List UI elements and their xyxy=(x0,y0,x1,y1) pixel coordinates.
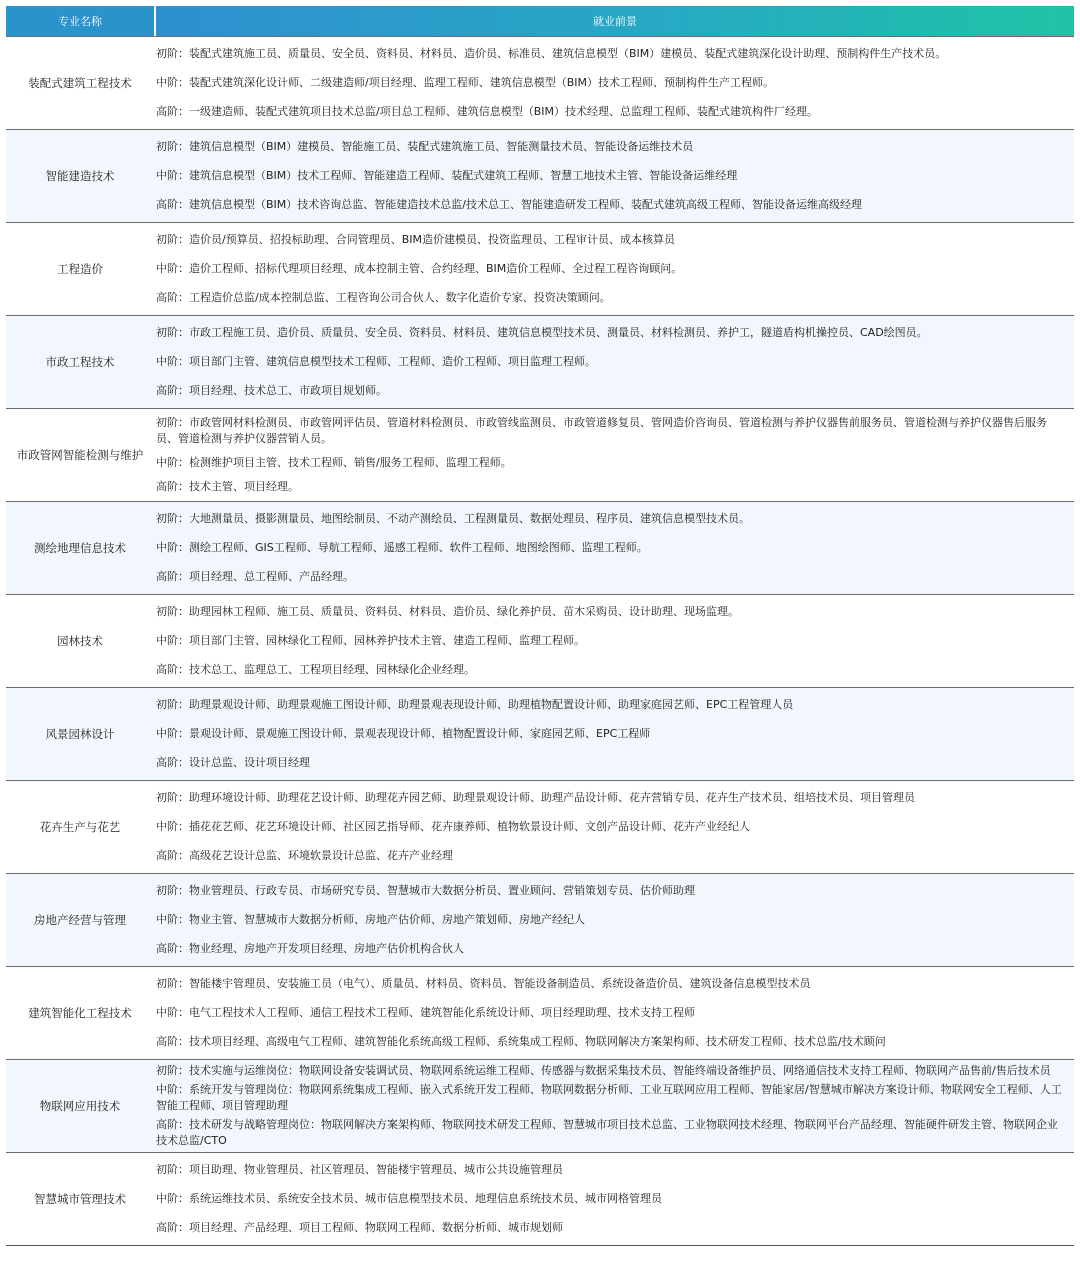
career-level-senior: 高阶：项目经理、技术总工、市政项目规划师。 xyxy=(156,384,387,398)
career-levels xyxy=(154,967,1074,1059)
career-level-mid: 中阶：景观设计师、景观施工图设计师、景观表现设计师、植物配置设计师、家庭园艺师、EPC工程师 xyxy=(156,726,651,740)
career-level-junior: 初阶：助理景观设计师、助理景观施工图设计师、助理景观表现设计师、助理植物配置设计师、助理家庭园艺师、EPC工程管理人员 xyxy=(156,697,794,711)
header-major: 专业名称 xyxy=(6,6,154,36)
major-name: 市政工程技术 xyxy=(45,355,115,369)
career-level-junior: 初阶：智能楼宇管理员、安装施工员（电气）、质量员、材料员、资料员、智能设备制造员、系统设备造价员、建筑设备信息模型技术员 xyxy=(156,976,811,990)
table-row xyxy=(6,966,1074,1059)
major-name: 建筑智能化工程技术 xyxy=(28,1006,132,1020)
table-row xyxy=(6,501,1074,594)
career-level-junior: 初阶：物业管理员、行政专员、市场研究专员、智慧城市大数据分析员、置业顾问、营销策划专员、估价师助理 xyxy=(156,883,695,897)
career-level-mid: 中阶：插花花艺师、花艺环境设计师、社区园艺指导师、花卉康养师、植物软景设计师、文创产品设计师、花卉产业经纪人 xyxy=(156,819,750,833)
career-level-junior: 初阶：助理园林工程师、施工员、质量员、资料员、材料员、造价员、绿化养护员、苗木采购员、设计助理、现场监理。 xyxy=(156,604,739,618)
career-levels xyxy=(154,1060,1074,1152)
career-levels xyxy=(154,1153,1074,1245)
career-level-mid: 中阶：建筑信息模型（BIM）技术工程师、智能建造工程师、装配式建筑工程师、智慧工地技术主管、智能设备运维经理 xyxy=(156,168,738,182)
career-level-senior: 高阶：一级建造师、装配式建筑项目技术总监/项目总工程师、建筑信息模型（BIM）技术经理、总监理工程师、装配式建筑构件厂经理。 xyxy=(156,105,818,119)
major-name: 市政管网智能检测与维护 xyxy=(16,448,144,462)
table-row xyxy=(6,687,1074,780)
career-level-junior: 初阶：项目助理、物业管理员、社区管理员、智能楼宇管理员、城市公共设施管理员 xyxy=(156,1162,563,1176)
career-levels xyxy=(154,502,1074,594)
career-level-senior: 高阶：设计总监、设计项目经理 xyxy=(156,756,310,770)
career-level-junior: 初阶：大地测量员、摄影测量员、地图绘制员、不动产测绘员、工程测量员、数据处理员、程序员、建筑信息模型技术员。 xyxy=(156,511,750,525)
table-row xyxy=(6,408,1074,501)
table-row xyxy=(6,36,1074,129)
table-header xyxy=(6,6,1074,36)
career-levels xyxy=(154,781,1074,873)
career-level-senior: 高阶：技术项目经理、高级电气工程师、建筑智能化系统高级工程师、系统集成工程师、物联网解决方案架构师、技术研发工程师、技术总监/技术顾问 xyxy=(156,1035,886,1049)
major-name: 智能建造技术 xyxy=(45,169,115,183)
career-table xyxy=(6,6,1074,1246)
career-level-senior: 高阶：高级花艺设计总监、环境软景设计总监、花卉产业经理 xyxy=(156,849,453,863)
table-row xyxy=(6,129,1074,222)
major-name: 房地产经营与管理 xyxy=(34,913,126,927)
major-name: 智慧城市管理技术 xyxy=(34,1192,126,1206)
career-levels xyxy=(154,409,1074,501)
career-level-mid: 中阶：物业主管、智慧城市大数据分析师、房地产估价师、房地产策划师、房地产经纪人 xyxy=(156,912,585,926)
table-row xyxy=(6,315,1074,408)
table-row xyxy=(6,594,1074,687)
career-levels xyxy=(154,316,1074,408)
major-name: 花卉生产与花艺 xyxy=(39,820,121,834)
career-levels xyxy=(154,223,1074,315)
career-level-senior: 高阶：技术主管、项目经理。 xyxy=(156,480,299,493)
major-name: 测绘地理信息技术 xyxy=(34,541,126,555)
table-row xyxy=(6,222,1074,315)
career-level-junior: 初阶：建筑信息模型（BIM）建模员、智能施工员、装配式建筑施工员、智能测量技术员、智能设备运维技术员 xyxy=(156,139,694,153)
major-name: 风景园林设计 xyxy=(45,727,115,741)
career-level-senior: 高阶：项目经理、产品经理、项目工程师、物联网工程师、数据分析师、城市规划师 xyxy=(156,1221,563,1235)
career-levels xyxy=(154,595,1074,687)
career-level-senior: 高阶：工程造价总监/成本控制总监、工程咨询公司合伙人、数字化造价专家、投资决策顾问。 xyxy=(156,291,611,305)
table-body xyxy=(6,36,1074,1246)
header-career: 就业前景 xyxy=(156,6,1074,36)
career-level-mid: 中阶：电气工程技术人工程师、通信工程技术工程师、建筑智能化系统设计师、项目经理助理、技术支持工程师 xyxy=(156,1005,695,1019)
major-name: 装配式建筑工程技术 xyxy=(28,76,132,90)
career-levels xyxy=(154,874,1074,966)
career-level-junior: 初阶：造价员/预算员、招投标助理、合同管理员、BIM造价建模员、投资监理员、工程审计员、成本核算员 xyxy=(156,232,675,246)
table-row xyxy=(6,780,1074,873)
career-level-mid: 中阶：项目部门主管、建筑信息模型技术工程师、工程师、造价工程师、项目监理工程师。 xyxy=(156,354,596,368)
table-row xyxy=(6,873,1074,966)
career-level-mid: 中阶：项目部门主管、园林绿化工程师、园林养护技术主管、建造工程师、监理工程师。 xyxy=(156,633,585,647)
career-level-junior: 初阶：装配式建筑施工员、质量员、安全员、资料员、材料员、造价员、标准员、建筑信息模型（BIM）建模员、装配式建筑深化设计助理、预制构件生产技术员。 xyxy=(156,46,947,60)
career-levels xyxy=(154,130,1074,222)
career-level-senior: 高阶：建筑信息模型（BIM）技术咨询总监、智能建造技术总监/技术总工、智能建造研发工程师、装配式建筑高级工程师、智能设备运维高级经理 xyxy=(156,198,862,212)
career-level-junior: 初阶：助理环境设计师、助理花艺设计师、助理花卉园艺师、助理景观设计师、助理产品设计师、花卉营销专员、花卉生产技术员、组培技术员、项目管理员 xyxy=(156,790,915,804)
career-level-junior: 初阶：市政工程施工员、造价员、质量员、安全员、资料员、材料员、建筑信息模型技术员、测量员、材料检测员、养护工，隧道盾构机操控员、CAD绘图员。 xyxy=(156,325,928,339)
career-levels xyxy=(154,37,1074,129)
career-level-mid: 中阶：造价工程师、招标代理项目经理、成本控制主管、合约经理、BIM造价工程师、全过程工程咨询顾问。 xyxy=(156,261,683,275)
major-name: 物联网应用技术 xyxy=(39,1099,121,1113)
career-level-mid: 中阶：系统运维技术员、系统安全技术员、城市信息模型技术员、地理信息系统技术员、城市网格管理员 xyxy=(156,1191,662,1205)
major-name: 园林技术 xyxy=(57,634,103,648)
career-level-mid: 中阶：装配式建筑深化设计师、二级建造师/项目经理、监理工程师、建筑信息模型（BIM）技术工程师、预制构件生产工程师。 xyxy=(156,75,774,89)
career-level-senior: 高阶：技术总工、监理总工、工程项目经理、园林绿化企业经理。 xyxy=(156,663,475,677)
major-name: 工程造价 xyxy=(57,262,103,276)
career-level-mid: 中阶：检测维护项目主管、技术工程师、销售/服务工程师、监理工程师。 xyxy=(156,456,512,469)
career-level-senior: 高阶：技术研发与战略管理岗位：物联网解决方案架构师、物联网技术研发工程师、智慧城市项目技术总监、工业物联网技术经理、物联网平台产品经理、智能硬件研发主管、物联网企业技术总监/CTO xyxy=(156,1117,1058,1147)
career-levels xyxy=(154,688,1074,780)
career-level-junior: 初阶：市政管网材料检测员、市政管网评估员、管道材料检测员、市政管线监测员、市政管道修复员、管网造价咨询员、管道检测与养护仪器售前服务员、管道检测与养护仪器售后服务员、管道检测与养护仪器营销人员。 xyxy=(156,416,1047,445)
career-level-senior: 高阶：物业经理、房地产开发项目经理、房地产估价机构合伙人 xyxy=(156,942,464,956)
career-level-senior: 高阶：项目经理、总工程师、产品经理。 xyxy=(156,570,354,584)
table-row xyxy=(6,1152,1074,1245)
career-level-mid: 中阶：系统开发与管理岗位：物联网系统集成工程师、嵌入式系统开发工程师、物联网数据分析师、工业互联网应用工程师、智能家居/智慧城市解决方案设计师、物联网安全工程师、人工智能工程师、项目管理助理 xyxy=(156,1082,1062,1112)
career-level-junior: 初阶：技术实施与运维岗位：物联网设备安装调试员、物联网系统运维工程师、传感器与数据采集技术员、智能终端设备维护员、网络通信技术支持工程师、物联网产品售前/售后技术员 xyxy=(156,1064,1051,1078)
table-row xyxy=(6,1059,1074,1152)
career-level-mid: 中阶：测绘工程师、GIS工程师、导航工程师、遥感工程师、软件工程师、地图绘图师、监理工程师。 xyxy=(156,540,648,554)
